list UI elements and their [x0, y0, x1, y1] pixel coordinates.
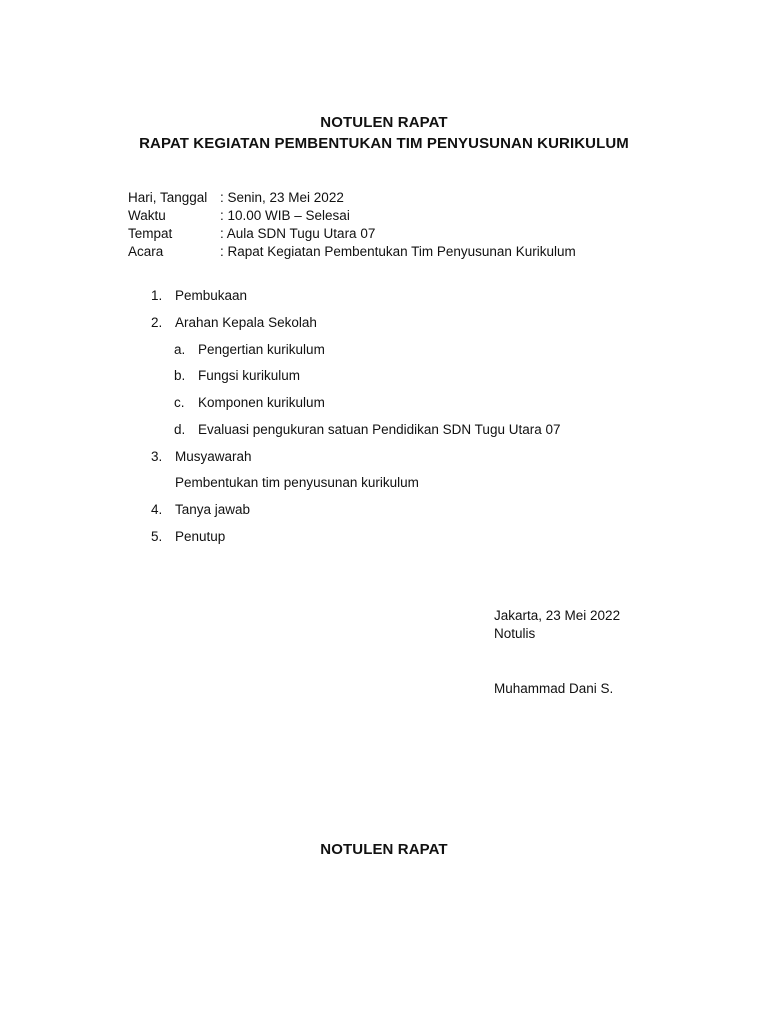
- list-text: Penutup: [175, 529, 226, 544]
- list-text: Pengertian kurikulum: [198, 342, 325, 357]
- info-row-place: [128, 225, 576, 243]
- info-label: Waktu: [128, 208, 166, 223]
- list-letter: d.: [174, 422, 186, 437]
- list-letter: b.: [174, 368, 186, 383]
- info-row-agenda: [128, 243, 576, 261]
- signature-place-date: Jakarta, 23 Mei 2022: [494, 608, 621, 623]
- list-number: 3.: [151, 449, 163, 464]
- info-value: : Aula SDN Tugu Utara 07: [220, 226, 376, 241]
- list-number: 5.: [151, 529, 163, 544]
- info-row-date: [128, 189, 576, 207]
- info-value: : Rapat Kegiatan Pembentukan Tim Penyusunan Kurikulum: [220, 244, 576, 259]
- next-page-title: NOTULEN RAPAT: [320, 841, 448, 858]
- doc-subtitle: RAPAT KEGIATAN PEMBENTUKAN TIM PENYUSUNAN KURIKULUM: [139, 135, 629, 152]
- list-letter: c.: [174, 395, 185, 410]
- info-value: : 10.00 WIB – Selesai: [220, 208, 350, 223]
- list-number: 4.: [151, 502, 163, 517]
- info-label: Hari, Tanggal: [128, 190, 208, 205]
- list-number: 2.: [151, 315, 163, 330]
- signature-role: Notulis: [494, 626, 536, 641]
- signature-name: Muhammad Dani S.: [494, 681, 614, 696]
- list-number: 1.: [151, 288, 163, 303]
- info-label: Acara: [128, 244, 164, 259]
- list-note-text: Pembentukan tim penyusunan kurikulum: [175, 475, 419, 490]
- list-text: Pembukaan: [175, 288, 248, 303]
- list-text: Komponen kurikulum: [198, 395, 325, 410]
- list-text: Musyawarah: [175, 449, 252, 464]
- info-value: : Senin, 23 Mei 2022: [220, 190, 344, 205]
- meeting-info: [128, 189, 576, 261]
- list-text: Arahan Kepala Sekolah: [175, 315, 317, 330]
- list-letter: a.: [174, 342, 186, 357]
- info-row-time: [128, 207, 576, 225]
- list-text: Fungsi kurikulum: [198, 368, 301, 383]
- doc-title: NOTULEN RAPAT: [320, 114, 448, 131]
- info-label: Tempat: [128, 226, 173, 241]
- list-text: Evaluasi pengukuran satuan Pendidikan SDN Tugu Utara 07: [198, 422, 561, 437]
- list-text: Tanya jawab: [175, 502, 251, 517]
